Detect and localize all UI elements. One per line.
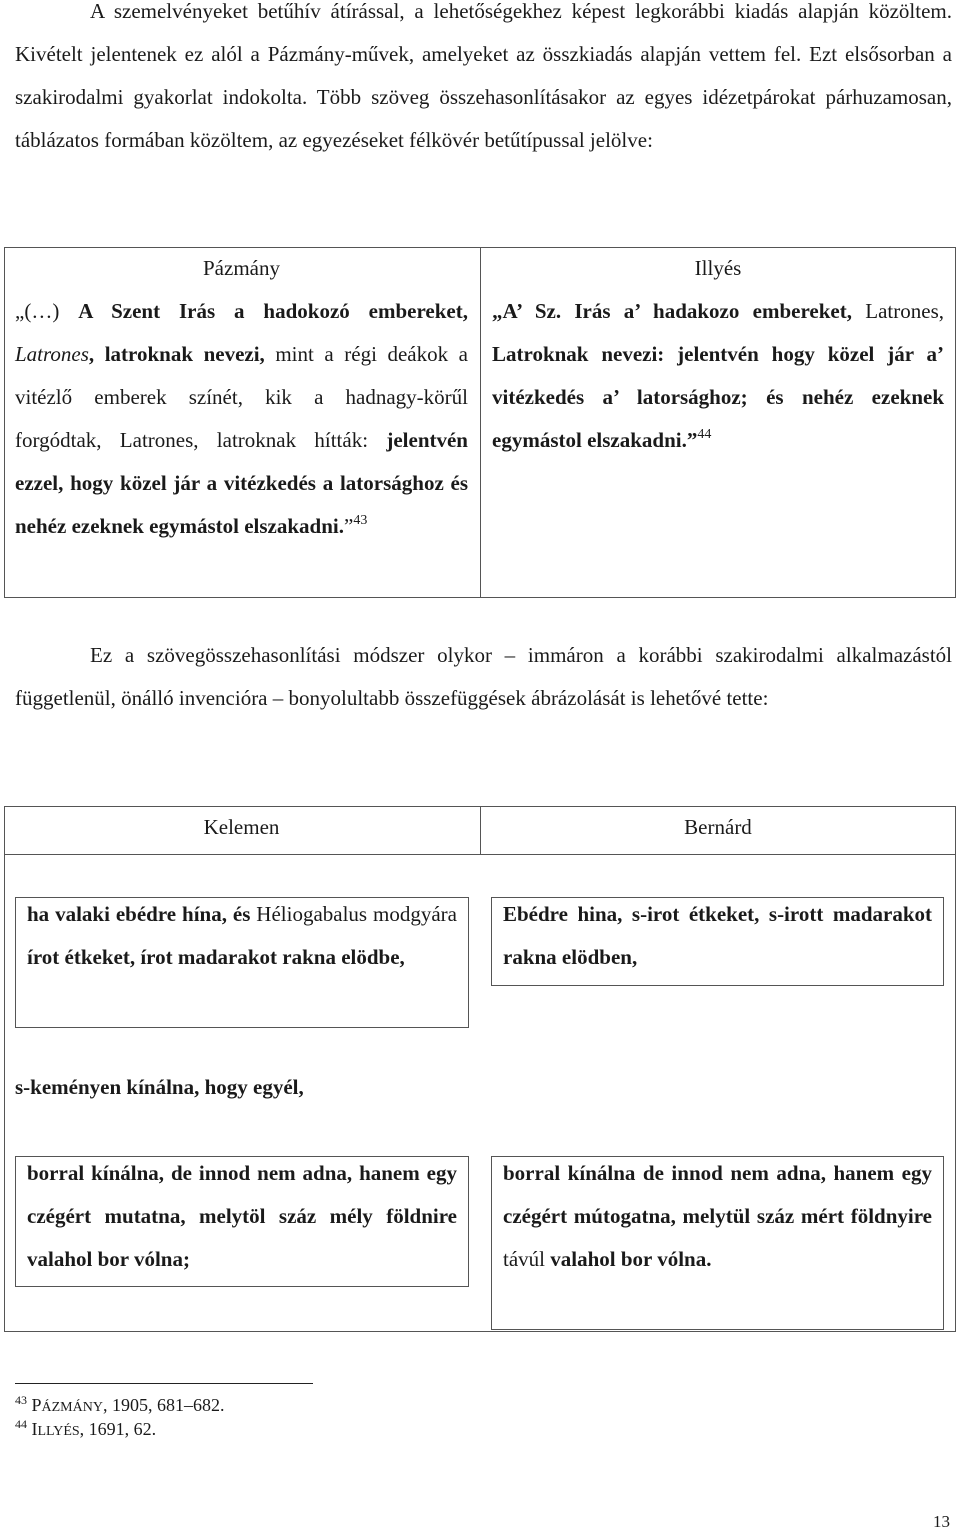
intro-paragraph: A szemelvényeket betűhív átírással, a lehetőségekhez képest legkorábbi kiadás alapján közöltem. Kivételt jelentenek ez alól a Pázmány-művek, amelyeket az összkiadás alapján vettem fel. Ezt elsősorban a szakirodalmi gyakorlat indokolta. Több szöveg összehasonlításakor az egyes idézetpárokat párhuzamosan, táblázatos formában közöltem, az egyezéseket félkövér betűtípussal jelölve:: [15, 0, 952, 152]
table2-row1-right: [503, 893, 932, 979]
footnote-text: , 1691, 62.: [79, 1419, 157, 1439]
bold-text: A Szent Irás a hadokozó embereket,: [78, 299, 468, 323]
table2-row3-left: [27, 1152, 457, 1281]
plain-text: Latrones,: [851, 299, 944, 323]
footnote-ref-44: 44: [697, 427, 712, 442]
footnote-ref-43: 43: [353, 513, 368, 528]
bold-text: borral kínálna, de innod nem adna, hanem egy czégért mutatna, melytöl száz mély földnire valahol bor vólna;: [27, 1161, 457, 1271]
open-quote: „: [492, 299, 503, 323]
second-paragraph: Ez a szövegösszehasonlítási módszer olykor – immáron a korábbi szakirodalmi alkalmazástól függetlenül, önálló invencióra – bonyolultabb összefüggések ábrázolását is lehetővé tette:: [15, 643, 952, 710]
table1-left-quote: [15, 290, 468, 548]
table2-left-header: Kelemen: [203, 815, 280, 839]
bold-text: s-keményen kínálna, hogy egyél,: [15, 1075, 304, 1099]
close-quote: ”: [343, 514, 354, 538]
table2-header-bottom: [4, 854, 956, 855]
footnote-43: [15, 1395, 224, 1418]
footnote-number: 43: [15, 1393, 27, 1407]
bold-text: írot étkeket, írot madarakot rakna elödbe,: [27, 945, 405, 969]
bold-text: jelentvén ezzel, hogy közel jár a vitézkedés a latorsághoz és nehéz ezeknek egymástol elszakadni.: [15, 428, 468, 538]
bold-text: borral kínálna de innod nem adna, hanem egy czégért mútogatna, melytül száz mért földnyire: [503, 1161, 932, 1228]
table2-header-divider: [480, 806, 481, 855]
footnote-author-initial: I: [31, 1419, 38, 1439]
bold-text: Ebédre hina, s-irot étkeket, s-irott madarakot rakna elödben,: [503, 902, 932, 969]
table2-row2-full: [15, 1066, 935, 1109]
plain-text: mint a régi deákok a vitézlő emberek színét, kik a hadnagy-körűl forgódtak, Latrones, latroknak hítták:: [15, 342, 468, 452]
footnote-number: 44: [15, 1417, 27, 1431]
footnote-author-initial: P: [31, 1395, 42, 1415]
table1-divider: [480, 247, 481, 598]
table1-right-quote: [492, 290, 944, 462]
close-quote: ”: [686, 428, 698, 452]
bold-text: valahol bor vólna.: [550, 1247, 712, 1271]
footnote-text: , 1905, 681–682.: [102, 1395, 225, 1415]
table1-right-header: Illyés: [694, 256, 742, 280]
footnote-44: [15, 1419, 156, 1442]
bold-text: Latroknak nevezi: jelentvén hogy közel jár a’ vitézkedés a’ latorsághoz; és nehéz ezeknek egymástol elszakadni.: [492, 342, 944, 452]
bold-text: A’ Sz. Irás a’ hadakozo embereket,: [502, 299, 852, 323]
italic-text: Latrones: [15, 342, 89, 366]
plain-text: távúl: [503, 1247, 551, 1271]
ellipsis-text: (…): [24, 299, 79, 323]
bold-text: , latroknak nevezi,: [88, 342, 265, 366]
table2-row3-right: [503, 1152, 932, 1281]
plain-text: Héliogabalus modgyára: [250, 902, 457, 926]
table2-row1-left: [27, 893, 457, 979]
table1-left-header: Pázmány: [203, 256, 280, 280]
table2-right-header: Bernárd: [684, 815, 752, 839]
open-quote: „: [15, 299, 25, 323]
footnote-author-rest: LLYÉS: [37, 1424, 80, 1439]
bold-text: ha valaki ebédre hína, és: [27, 902, 251, 926]
footnote-author-rest: ÁZMÁNY: [41, 1400, 103, 1415]
page-number: 13: [933, 1512, 950, 1531]
footnote-separator: [15, 1383, 313, 1384]
